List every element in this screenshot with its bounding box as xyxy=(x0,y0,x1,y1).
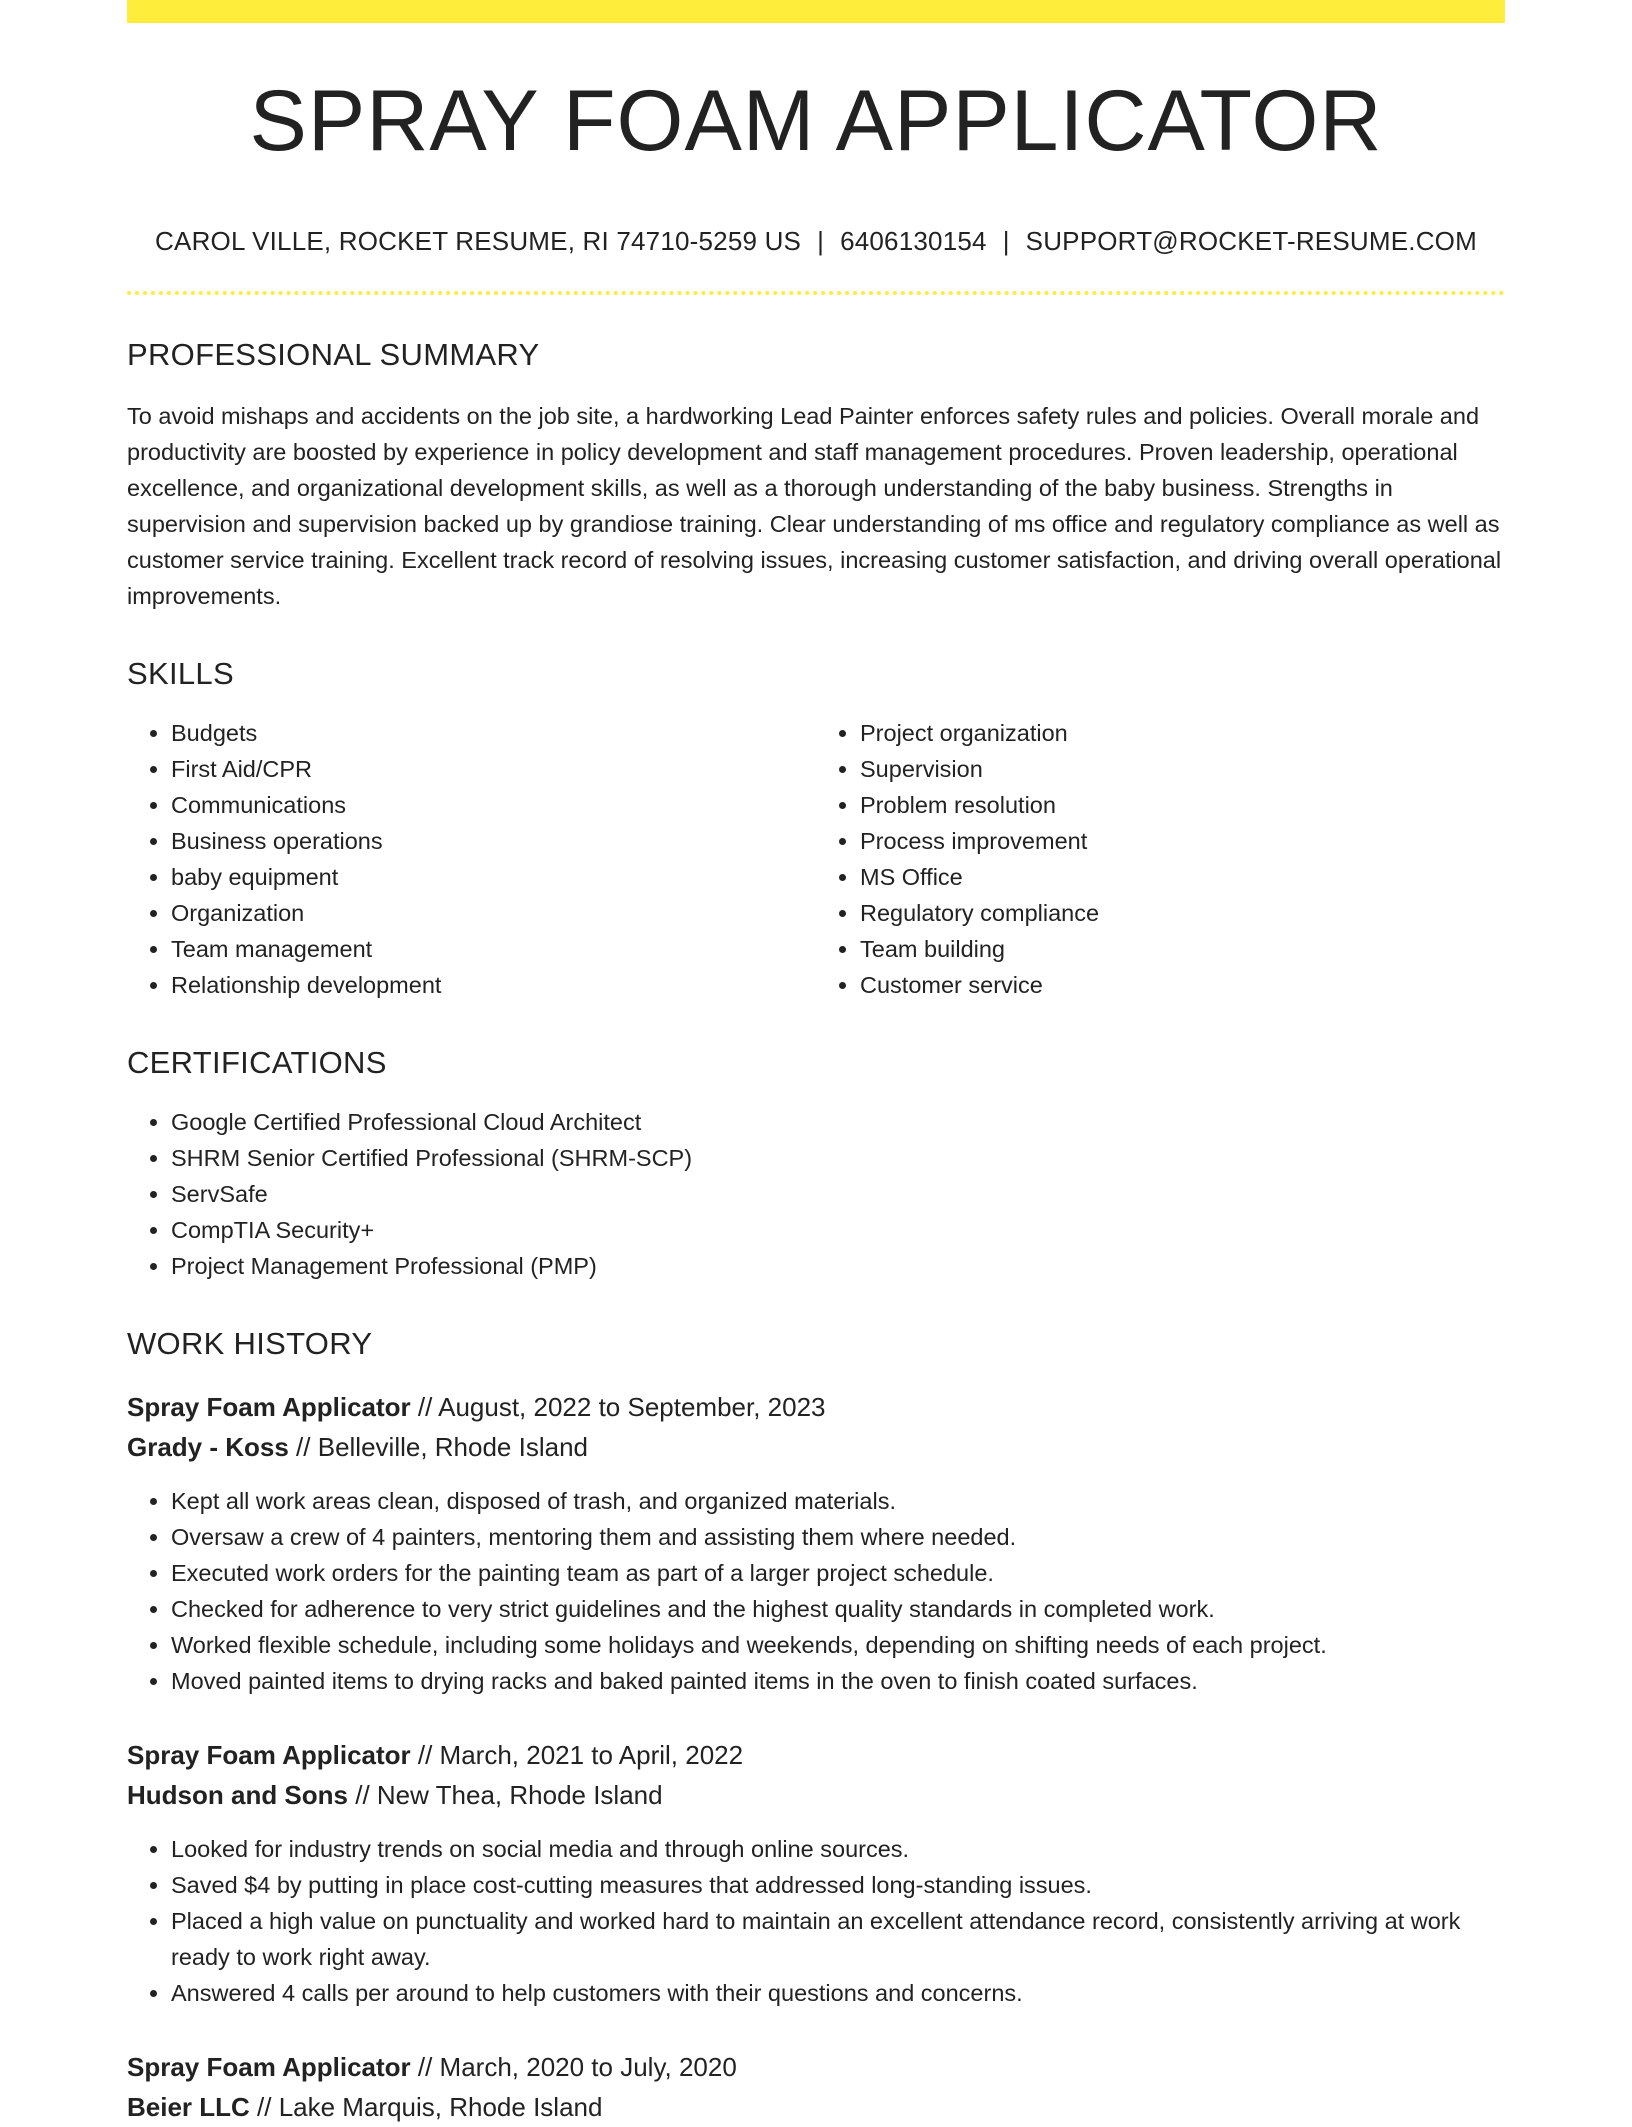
job-company-line xyxy=(127,1427,1505,1467)
contact-email[interactable]: SUPPORT@ROCKET-RESUME.COM xyxy=(1025,226,1477,256)
skill-item: • Problem resolution xyxy=(860,787,1505,823)
job-location: // Belleville, Rhode Island xyxy=(288,1432,588,1462)
skills-columns xyxy=(127,715,1505,1003)
job-title: Spray Foam Applicator xyxy=(127,2052,411,2082)
job-company-line xyxy=(127,2087,1505,2127)
resume-title: SPRAY FOAM APPLICATOR xyxy=(249,73,1383,169)
skill-item: • Communications xyxy=(171,787,816,823)
skill-item: • baby equipment xyxy=(171,859,816,895)
skill-item: • Customer service xyxy=(860,967,1505,1003)
job-title-line xyxy=(127,1387,1505,1427)
job-location: // New Thea, Rhode Island xyxy=(348,1780,663,1810)
skills-heading: SKILLS xyxy=(127,656,234,691)
job-company-line xyxy=(127,1775,1505,1815)
work-history-heading: WORK HISTORY xyxy=(127,1326,373,1361)
certification-item: • Google Certified Professional Cloud Architect xyxy=(171,1104,1505,1140)
certifications-list xyxy=(127,1104,1505,1284)
job-dates: // March, 2021 to April, 2022 xyxy=(410,1740,744,1770)
job-bullets xyxy=(127,1831,1505,2011)
job-entry xyxy=(127,2047,1505,2127)
job-bullet: • Executed work orders for the painting team as part of a larger project schedule. xyxy=(171,1555,1505,1591)
skill-item: • Relationship development xyxy=(171,967,816,1003)
contact-separator: | xyxy=(817,226,825,256)
job-company: Grady - Koss xyxy=(127,1432,289,1462)
summary-text: To avoid mishaps and accidents on the job site, a hardworking Lead Painter enforces safety rules and policies. Overall morale and productivity are boosted by experience in policy development and staff management procedures. Proven leadership, operational excellence, and organizational development skills, as well as a thorough understanding of the baby business. Strengths in supervision and supervision backed up by grandiose training. Clear understanding of ms office and regulatory compliance as well as customer service training. Excellent track record of resolving issues, increasing customer satisfaction, and driving overall operational improvements. xyxy=(127,403,1502,609)
contact-address: CAROL VILLE, ROCKET RESUME, RI 74710-5259 US xyxy=(155,226,802,256)
certification-item: • Project Management Professional (PMP) xyxy=(171,1248,1505,1284)
job-title: Spray Foam Applicator xyxy=(127,1392,411,1422)
job-location: // Lake Marquis, Rhode Island xyxy=(249,2092,603,2122)
certification-item: • ServSafe xyxy=(171,1176,1505,1212)
skill-item: • Regulatory compliance xyxy=(860,895,1505,931)
skills-list-left xyxy=(127,715,816,1003)
accent-bar xyxy=(127,0,1505,23)
job-title-line xyxy=(127,1735,1505,1775)
job-bullet: • Answered 4 calls per around to help customers with their questions and concerns. xyxy=(171,1975,1505,2011)
job-title-line xyxy=(127,2047,1505,2087)
skill-item: • Process improvement xyxy=(860,823,1505,859)
job-bullet: • Placed a high value on punctuality and worked hard to maintain an excellent attendance record, consistently arriving at work ready to work right away. xyxy=(171,1903,1505,1975)
job-title: Spray Foam Applicator xyxy=(127,1740,411,1770)
certifications-heading: CERTIFICATIONS xyxy=(127,1045,387,1080)
contact-separator: | xyxy=(1002,226,1010,256)
job-bullet: • Worked flexible schedule, including some holidays and weekends, depending on shifting needs of each project. xyxy=(171,1627,1505,1663)
skill-item: • Supervision xyxy=(860,751,1505,787)
job-bullet: • Moved painted items to drying racks and baked painted items in the oven to finish coated surfaces. xyxy=(171,1663,1505,1699)
job-bullet: • Kept all work areas clean, disposed of trash, and organized materials. xyxy=(171,1483,1505,1519)
skill-item: • Budgets xyxy=(171,715,816,751)
summary-heading: PROFESSIONAL SUMMARY xyxy=(127,337,540,372)
skill-item: • Project organization xyxy=(860,715,1505,751)
skill-item: • Organization xyxy=(171,895,816,931)
certification-item: • CompTIA Security+ xyxy=(171,1212,1505,1248)
job-dates: // March, 2020 to July, 2020 xyxy=(410,2052,737,2082)
job-company: Beier LLC xyxy=(127,2092,250,2122)
job-bullet: • Looked for industry trends on social media and through online sources. xyxy=(171,1831,1505,1867)
skill-item: • Business operations xyxy=(171,823,816,859)
job-bullets xyxy=(127,1483,1505,1699)
skill-item: • Team management xyxy=(171,931,816,967)
job-entry xyxy=(127,1387,1505,1699)
job-bullet: • Oversaw a crew of 4 painters, mentoring them and assisting them where needed. xyxy=(171,1519,1505,1555)
job-bullet: • Saved $4 by putting in place cost-cutting measures that addressed long-standing issues. xyxy=(171,1867,1505,1903)
job-bullet: • Checked for adherence to very strict guidelines and the highest quality standards in completed work. xyxy=(171,1591,1505,1627)
skills-list-right xyxy=(816,715,1505,1003)
skill-item: • First Aid/CPR xyxy=(171,751,816,787)
certification-item: • SHRM Senior Certified Professional (SHRM-SCP) xyxy=(171,1140,1505,1176)
job-company: Hudson and Sons xyxy=(127,1780,348,1810)
job-entry xyxy=(127,1735,1505,2011)
skill-item: • MS Office xyxy=(860,859,1505,895)
contact-line xyxy=(127,226,1505,257)
job-dates: // August, 2022 to September, 2023 xyxy=(410,1392,826,1422)
skill-item: • Team building xyxy=(860,931,1505,967)
dotted-divider xyxy=(127,291,1505,295)
contact-phone: 6406130154 xyxy=(840,226,987,256)
